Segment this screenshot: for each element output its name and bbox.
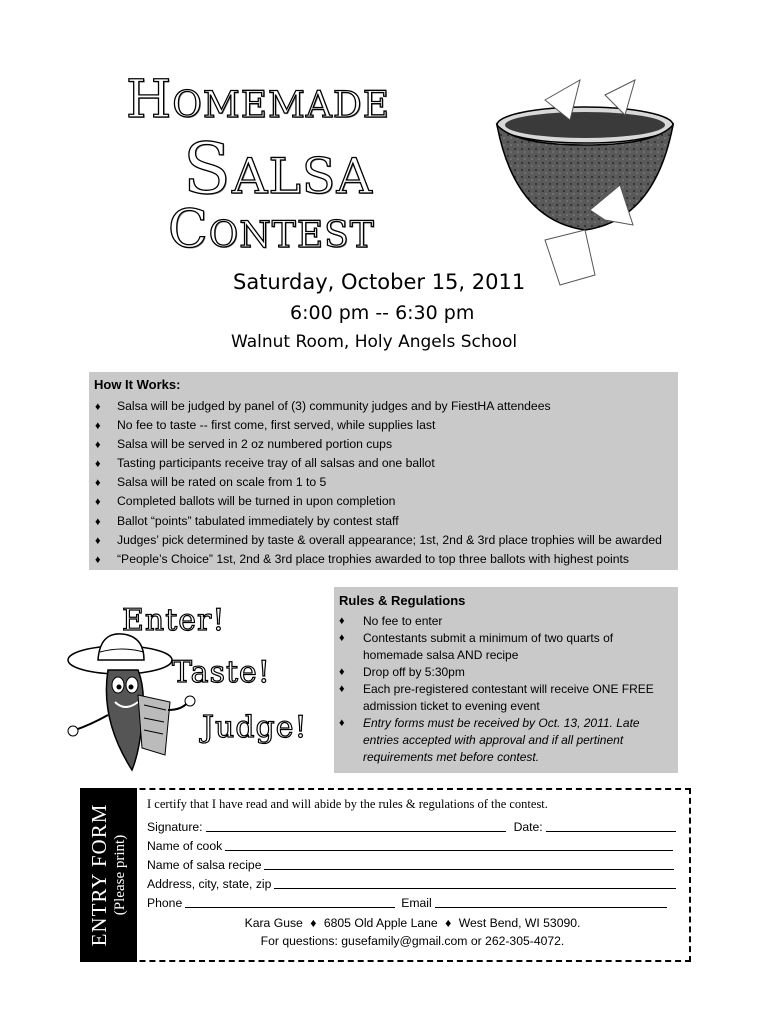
bullet-icon: ♦	[339, 666, 345, 678]
bullet-icon: ♦	[95, 401, 101, 413]
email-label: Email	[401, 896, 432, 910]
list-item: ♦ No fee to enter	[339, 614, 443, 628]
contact-city: West Bend, WI 53090.	[458, 916, 581, 930]
questions-line: For questions: gusefamily@gmail.com or 262-305-4072.	[260, 934, 565, 948]
signature-row	[147, 820, 676, 834]
bullet-icon: ♦	[95, 553, 101, 566]
rules-heading: Rules & Regulations	[339, 593, 466, 608]
phone-field[interactable]	[185, 896, 395, 908]
bullet-icon: ♦	[339, 632, 345, 644]
bullet-icon: ♦	[445, 916, 452, 930]
bullet-icon: ♦	[95, 439, 101, 452]
rules-box	[334, 587, 678, 773]
address-row	[147, 877, 676, 891]
recipe-name-field[interactable]	[264, 858, 674, 870]
list-item: ♦ Judges’ pick determined by taste & overall appearance; 1st, 2nd & 3rd place trophies will be awarded	[95, 531, 662, 550]
list-item: ♦ Each pre-registered contestant will receive ONE FREE admission ticket to evening event	[339, 682, 654, 713]
list-item: ♦ No fee to taste -- first come, first served, while supplies last	[95, 416, 662, 435]
bullet-icon: ♦	[95, 477, 101, 490]
bullet-icon: ♦	[95, 458, 101, 471]
list-item: ♦ Entry forms must be received by Oct. 13, 2011. Late entries accepted with approval and if all pertinent requirements met before contest.	[339, 716, 640, 764]
date-field[interactable]	[546, 820, 676, 832]
list-item: ♦ Contestants submit a minimum of two quarts of homemade salsa AND recipe	[339, 631, 614, 662]
entry-form-title: ENTRY FORM	[87, 803, 111, 947]
how-it-works-box	[89, 372, 678, 570]
cook-row	[147, 839, 673, 853]
event-time: 6:00 pm -- 6:30 pm	[290, 302, 475, 324]
list-item: ♦ Completed ballots will be turned in upon completion	[95, 492, 662, 511]
cook-name-field[interactable]	[225, 839, 673, 851]
signature-field[interactable]	[206, 820, 506, 832]
recipe-row	[147, 858, 674, 872]
slogan-taste: Taste!	[172, 655, 271, 690]
bullet-icon: ♦	[95, 496, 101, 509]
signature-label: Signature:	[147, 820, 203, 834]
address-label: Address, city, state, zip	[147, 877, 272, 891]
list-item: ♦ Ballot “points” tabulated immediately by contest staff	[95, 512, 662, 531]
contact-street: 6805 Old Apple Lane	[323, 916, 438, 930]
event-location: Walnut Room, Holy Angels School	[231, 332, 518, 352]
salsa-bowl-illustration	[485, 70, 685, 300]
list-item: ♦ Salsa will be served in 2 oz numbered portion cups	[95, 435, 662, 454]
how-it-works-heading: How It Works:	[94, 377, 181, 392]
entry-form-side-banner	[80, 788, 137, 962]
recipe-label: Name of salsa recipe	[147, 858, 262, 872]
title-contest: Contest	[168, 200, 375, 260]
bullet-icon: ♦	[339, 683, 345, 695]
email-field[interactable]	[435, 896, 667, 908]
phone-label: Phone	[147, 896, 183, 910]
bullet-icon: ♦	[310, 916, 317, 930]
contact-name: Kara Guse	[244, 916, 303, 930]
bullet-icon: ♦	[95, 420, 101, 433]
title-homemade: Homemade	[126, 70, 391, 130]
address-field[interactable]	[274, 877, 676, 889]
slogan-enter: Enter!	[122, 603, 226, 638]
entry-form-subtitle: (Please print)	[112, 834, 128, 916]
phone-row	[147, 896, 667, 910]
list-item: ♦ Salsa will be judged by panel of (3) community judges and by FiestHA attendees	[95, 397, 662, 416]
how-it-works-list	[95, 397, 662, 569]
list-item: ♦ Tasting participants receive tray of all salsas and one ballot	[95, 454, 662, 473]
list-item: ♦ Salsa will be rated on scale from 1 to 5	[95, 473, 662, 492]
bullet-icon: ♦	[339, 615, 345, 627]
event-date: Saturday, October 15, 2011	[233, 270, 526, 294]
title-salsa: Salsa	[183, 128, 373, 210]
rules-list	[339, 613, 675, 766]
date-label: Date:	[513, 820, 543, 834]
bullet-icon: ♦	[339, 717, 345, 729]
cook-label: Name of cook	[147, 839, 223, 853]
slogan-judge: Judge!	[202, 710, 308, 745]
bullet-icon: ♦	[95, 515, 101, 528]
certify-statement: I certify that I have read and will abide by the rules & regulations of the contest.	[147, 797, 548, 811]
pepper-mascot-illustration	[60, 630, 200, 780]
bullet-icon: ♦	[95, 534, 101, 547]
list-item: ♦ “People’s Choice” 1st, 2nd & 3rd place trophies awarded to top three ballots with highest points	[95, 550, 662, 569]
contact-address	[140, 916, 685, 930]
list-item: ♦ Drop off by 5:30pm	[339, 665, 465, 679]
